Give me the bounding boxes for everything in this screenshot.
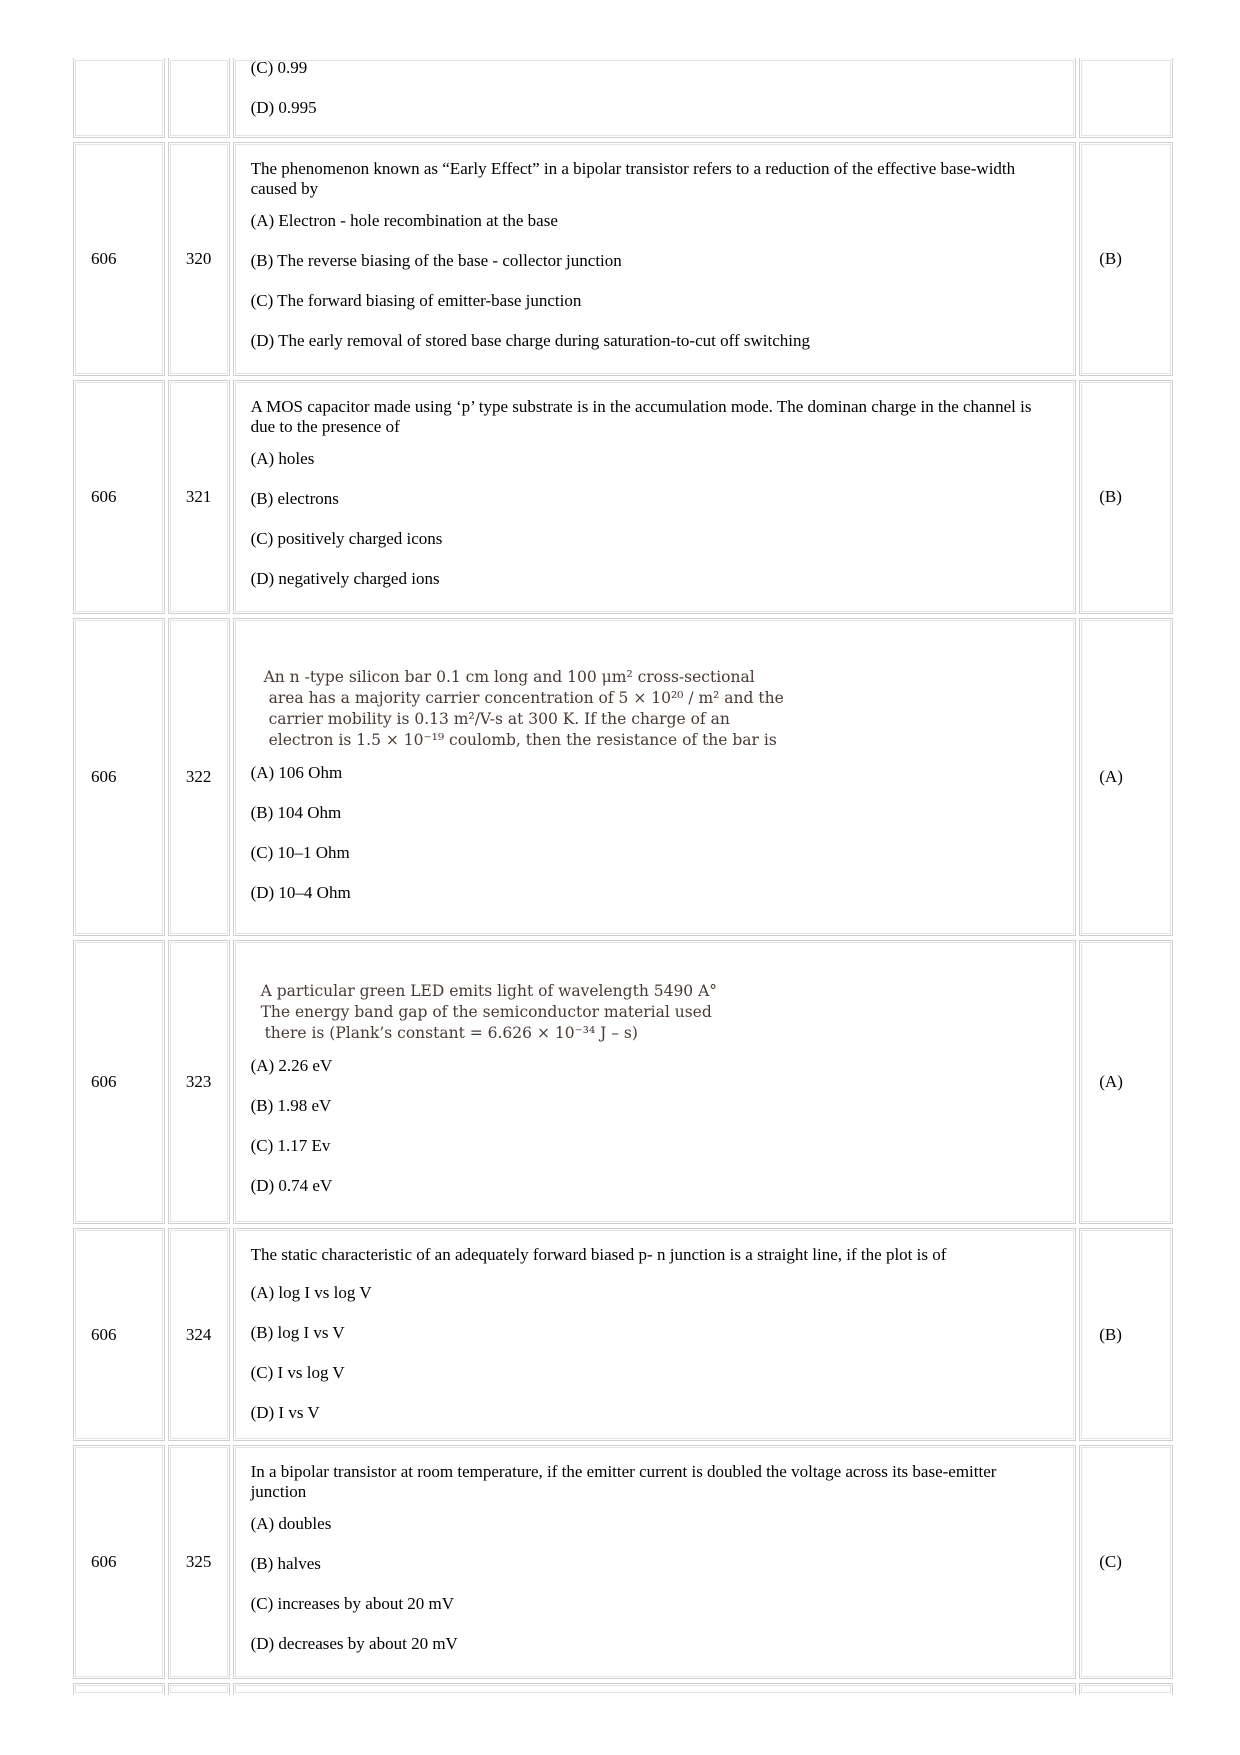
question-cell	[233, 58, 1077, 138]
option: (B) electrons	[250, 489, 339, 508]
subject-cell	[73, 142, 165, 376]
answer-cell	[1079, 1228, 1173, 1441]
table-row	[73, 618, 1173, 936]
answer-cell	[1079, 58, 1173, 138]
answer-key: (B)	[1099, 487, 1122, 506]
answer-key: (A)	[1099, 767, 1123, 786]
answer-cell	[1079, 1683, 1173, 1695]
figure-line: An n -type silicon bar 0.1 cm long and 100 μm² cross-sectional	[263, 668, 755, 686]
figure-line: The energy band gap of the semiconductor material used	[260, 1003, 712, 1021]
option: (A) log I vs log V	[250, 1283, 372, 1302]
question-cell	[233, 1445, 1077, 1679]
subject-code: 606	[91, 249, 117, 268]
answer-key: (A)	[1099, 1072, 1123, 1091]
option: (D) decreases by about 20 mV	[250, 1634, 458, 1653]
option: (C) 1.17 Ev	[250, 1136, 331, 1155]
option: (D) 0.995	[250, 98, 317, 117]
question-figure	[264, 667, 1056, 751]
question-cell	[233, 1683, 1077, 1695]
figure-line: area has a majority carrier concentration of 5 × 10²⁰ / m² and the	[268, 689, 784, 707]
option: (C) positively charged icons	[250, 529, 443, 548]
table-row-fragment	[73, 58, 1173, 138]
option: (C) 0.99	[250, 58, 308, 77]
qno-cell	[168, 380, 230, 614]
subject-code: 606	[91, 1072, 117, 1091]
option: (B) The reverse biasing of the base - collector junction	[250, 251, 622, 270]
question-text: In a bipolar transistor at room temperature, if the emitter current is doubled the voltage across its base-emitter junction	[250, 1462, 997, 1501]
qno-cell	[168, 1228, 230, 1441]
option: (B) halves	[250, 1554, 321, 1573]
subject-code: 606	[91, 767, 117, 786]
subject-cell	[73, 380, 165, 614]
question-number: 320	[185, 249, 212, 268]
option: (C) I vs log V	[250, 1363, 345, 1382]
option: (D) 0.74 eV	[250, 1176, 333, 1195]
option: (A) holes	[250, 449, 315, 468]
answer-key: (B)	[1099, 249, 1122, 268]
option: (B) log I vs V	[250, 1323, 345, 1342]
option: (B) 1.98 eV	[250, 1096, 332, 1115]
answer-cell	[1079, 380, 1173, 614]
figure-line: A particular green LED emits light of wavelength 5490 A°	[260, 982, 718, 1000]
answer-cell	[1079, 142, 1173, 376]
option: (C) increases by about 20 mV	[250, 1594, 455, 1613]
subject-cell	[73, 618, 165, 936]
subject-code: 606	[91, 487, 117, 506]
question-cell	[233, 1228, 1077, 1441]
table-row	[73, 940, 1173, 1224]
option: (B) 104 Ohm	[250, 803, 342, 822]
table-row	[73, 142, 1173, 376]
subject-cell	[73, 58, 165, 138]
answer-cell	[1079, 1445, 1173, 1679]
subject-code: 606	[91, 1552, 117, 1571]
subject-code: 606	[91, 1324, 117, 1344]
table-row	[73, 380, 1173, 614]
subject-cell	[73, 940, 165, 1224]
qno-cell	[168, 1445, 230, 1679]
subject-cell	[73, 1683, 165, 1695]
question-cell	[233, 940, 1077, 1224]
option: (D) The early removal of stored base charge during saturation-to-cut off switching	[250, 331, 810, 350]
question-number: 322	[185, 767, 212, 786]
option: (C) 10–1 Ohm	[250, 843, 350, 862]
question-table	[73, 58, 1173, 1699]
option: (A) Electron - hole recombination at the base	[250, 211, 558, 230]
qno-cell	[168, 618, 230, 936]
option: (A) doubles	[250, 1514, 332, 1533]
question-cell	[233, 618, 1077, 936]
question-number: 324	[185, 1324, 212, 1344]
table-row	[73, 1228, 1173, 1441]
answer-cell	[1079, 940, 1173, 1224]
answer-key: (C)	[1099, 1552, 1122, 1571]
option: (D) 10–4 Ohm	[250, 883, 351, 902]
option: (A) 2.26 eV	[250, 1056, 333, 1075]
answer-cell	[1079, 618, 1173, 936]
qno-cell	[168, 1683, 230, 1695]
qno-cell	[168, 58, 230, 138]
question-text: The static characteristic of an adequately forward biased p- n junction is a straight line, if the plot is of	[250, 1245, 947, 1264]
subject-cell	[73, 1445, 165, 1679]
figure-line: there is (Plank’s constant = 6.626 × 10⁻³⁴ J – s)	[264, 1024, 638, 1042]
question-number: 325	[185, 1552, 212, 1571]
option: (D) negatively charged ions	[250, 569, 440, 588]
question-cell	[233, 380, 1077, 614]
option: (C) The forward biasing of emitter-base junction	[250, 291, 582, 310]
subject-cell	[73, 1228, 165, 1441]
option: (D) I vs V	[250, 1403, 320, 1422]
question-number: 323	[185, 1072, 212, 1091]
answer-key: (B)	[1099, 1324, 1122, 1344]
figure-line: carrier mobility is 0.13 m²/V-s at 300 K. If the charge of an	[268, 710, 730, 728]
table-row-partial	[73, 1683, 1173, 1695]
question-number: 321	[185, 487, 212, 506]
question-text: A MOS capacitor made using ‘p’ type substrate is in the accumulation mode. The dominan charge in the channel is due to the presence of	[250, 397, 1032, 436]
figure-line: electron is 1.5 × 10⁻¹⁹ coulomb, then the resistance of the bar is	[268, 731, 777, 749]
option: (A) 106 Ohm	[250, 763, 343, 782]
qno-cell	[168, 142, 230, 376]
qno-cell	[168, 940, 230, 1224]
question-text: The phenomenon known as “Early Effect” in a bipolar transistor refers to a reduction of the effective base-width caused by	[250, 159, 1016, 198]
question-figure	[261, 981, 1056, 1044]
question-cell	[233, 142, 1077, 376]
table-row	[73, 1445, 1173, 1679]
